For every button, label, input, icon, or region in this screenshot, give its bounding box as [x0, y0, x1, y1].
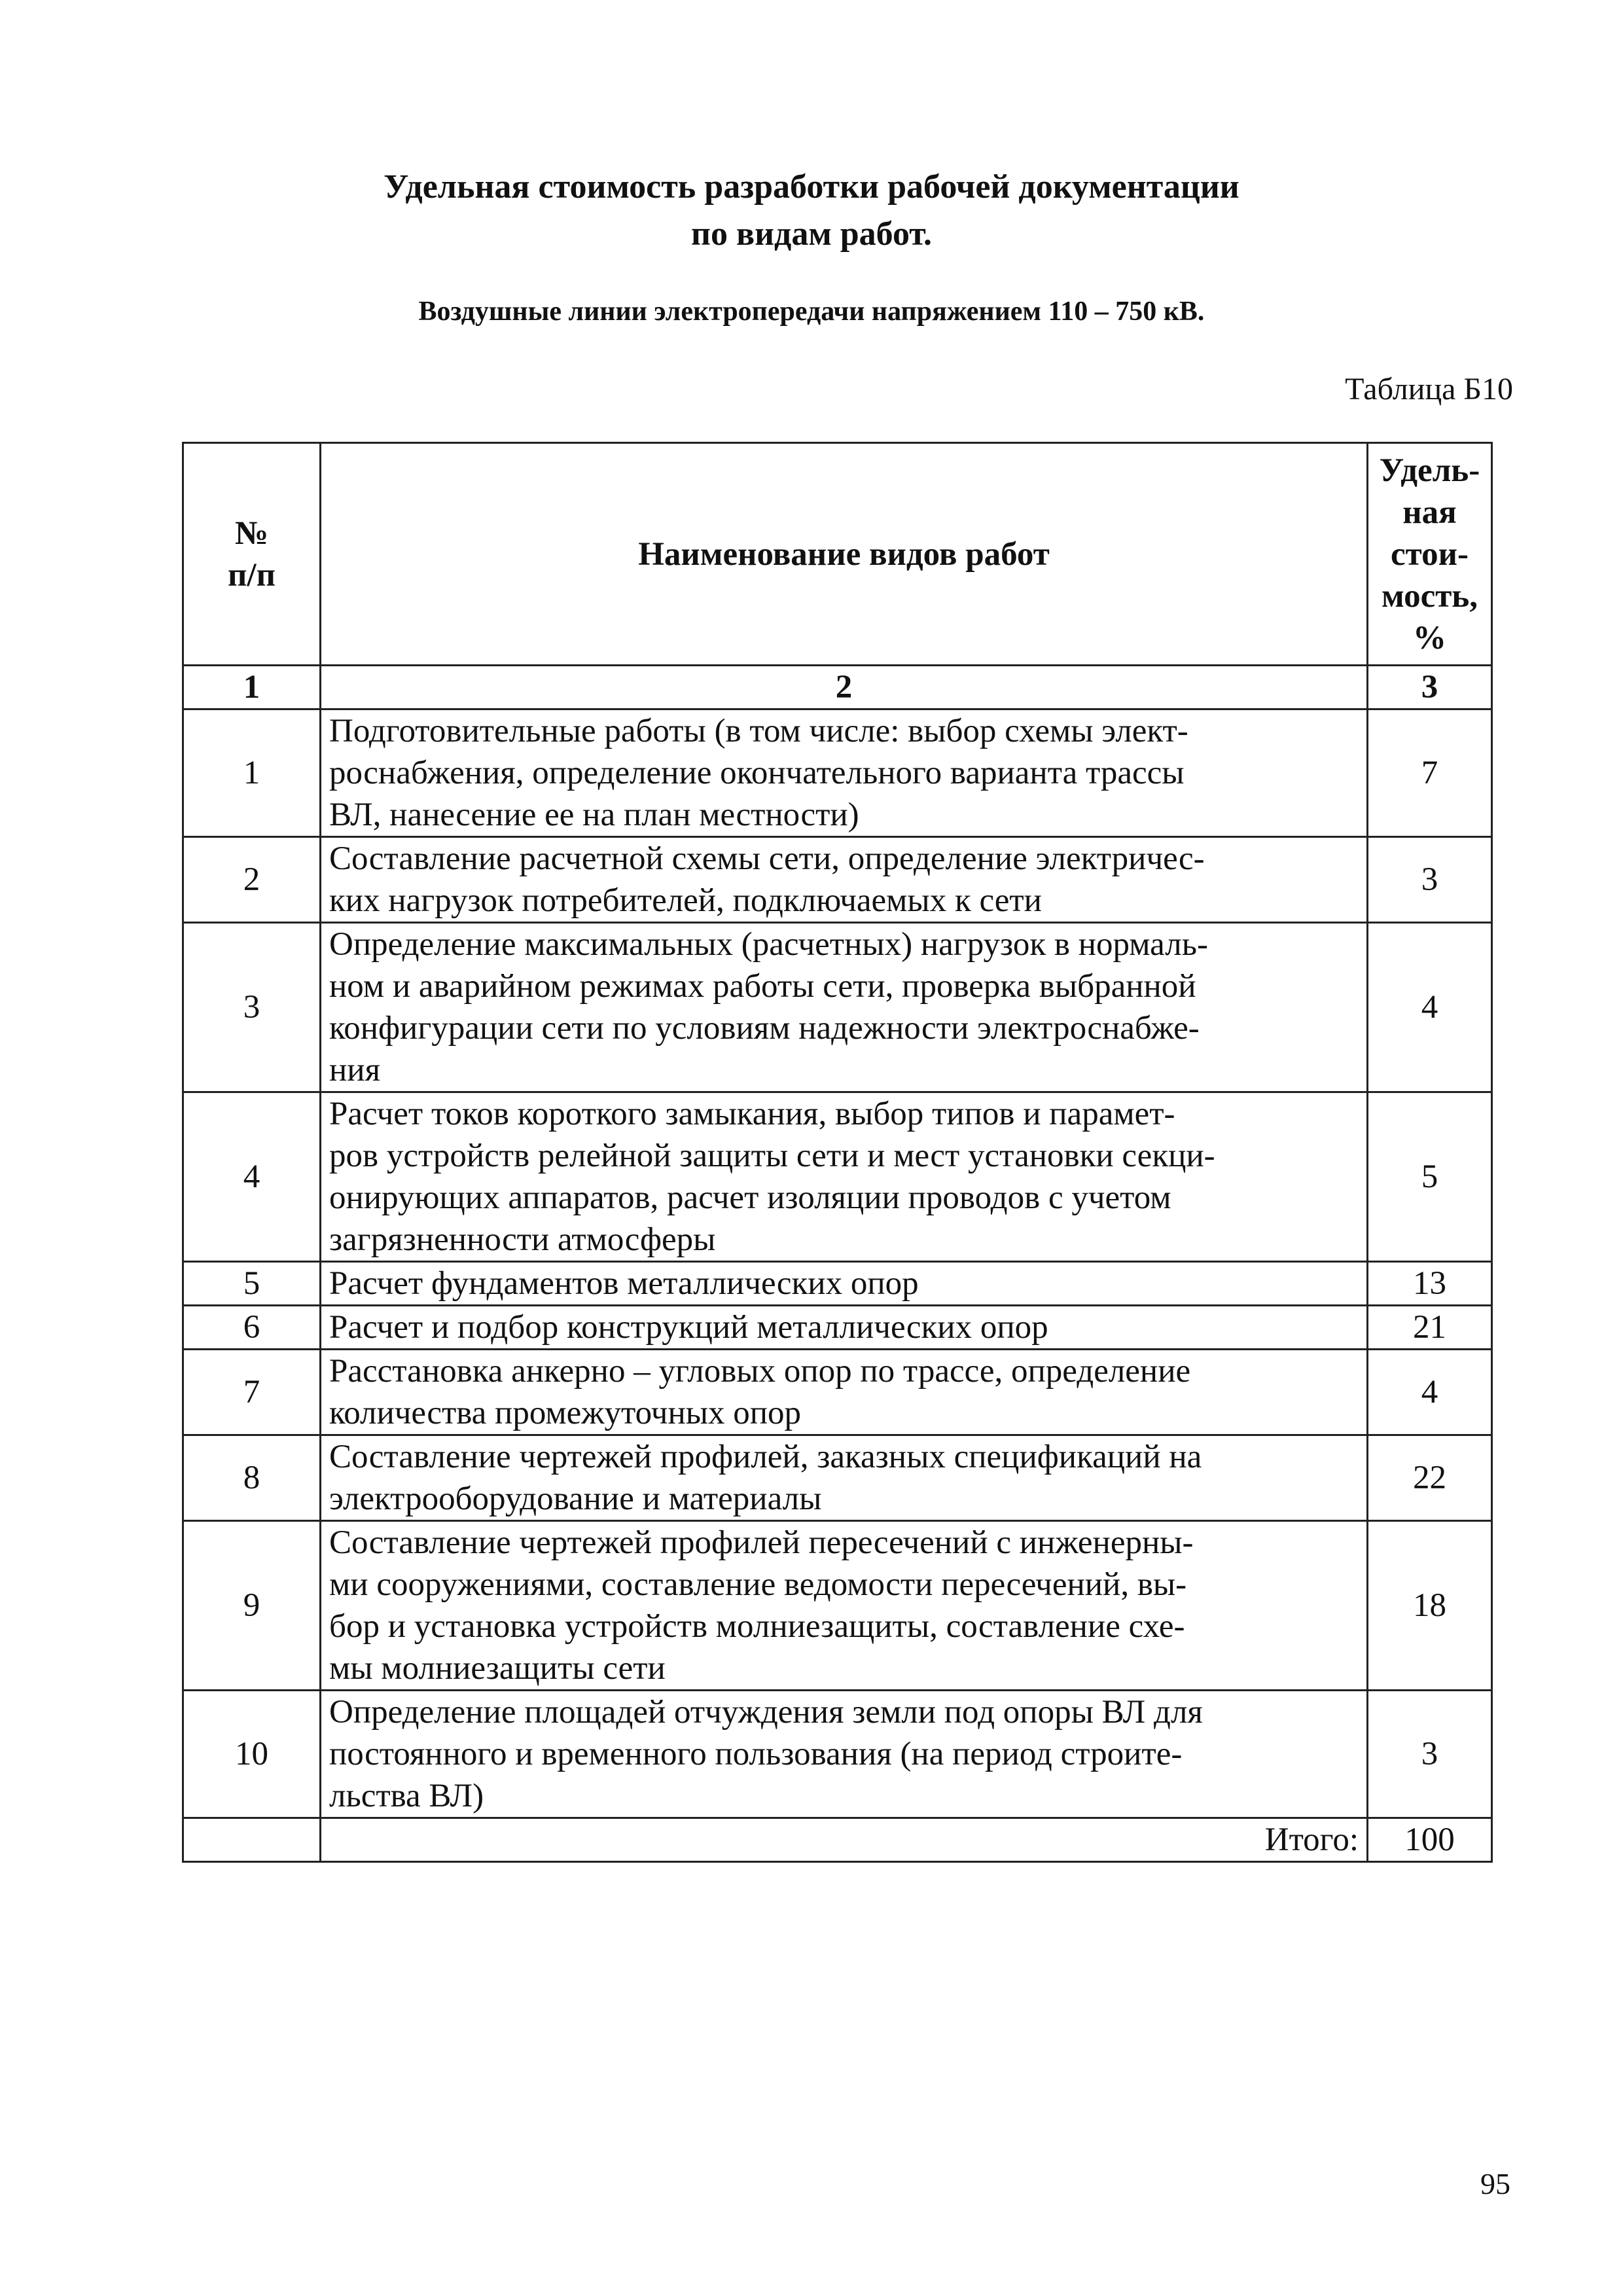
- row-work-name: [321, 1262, 1368, 1306]
- table-row: [183, 923, 1492, 1092]
- work-name-line: загрязненности атмосферы: [329, 1221, 716, 1258]
- header-number-abbr: п/п: [228, 556, 276, 594]
- work-name-line: мы молниезащиты сети: [329, 1650, 666, 1687]
- row-work-name: [321, 1350, 1368, 1435]
- work-name-line: постоянного и временного пользования (на период строите-: [329, 1736, 1183, 1772]
- total-value: 100: [1368, 1818, 1492, 1862]
- works-cost-table: [182, 442, 1493, 1863]
- work-name-line: Определение площадей отчуждения земли под опоры ВЛ для: [329, 1694, 1203, 1731]
- row-number: 1: [183, 709, 321, 837]
- work-name-line: Подготовительные работы (в том числе: выбор схемы элект-: [329, 713, 1188, 749]
- row-number: 9: [183, 1521, 321, 1691]
- header-value-line: ная: [1402, 493, 1457, 531]
- work-name-line: конфигурации сети по условиям надежности электроснабже-: [329, 1010, 1200, 1047]
- row-number: 3: [183, 923, 321, 1092]
- header-value-line: Удель-: [1379, 452, 1480, 489]
- row-cost-percent: 5: [1368, 1092, 1492, 1262]
- work-name-line: роснабжения, определение окончательного варианта трассы: [329, 755, 1185, 791]
- total-empty-cell: [183, 1818, 321, 1862]
- row-work-name: [321, 1306, 1368, 1350]
- header-value-line: стои-: [1391, 535, 1469, 573]
- row-cost-percent: 7: [1368, 709, 1492, 837]
- document-title: [0, 164, 1623, 258]
- work-name-line: Определение максимальных (расчетных) нагрузок в нормаль-: [329, 926, 1208, 963]
- row-cost-percent: 4: [1368, 1350, 1492, 1435]
- column-number-1: 1: [183, 666, 321, 709]
- row-cost-percent: 22: [1368, 1435, 1492, 1521]
- work-name-line: Расчет токов короткого замыкания, выбор типов и парамет-: [329, 1096, 1175, 1132]
- table-row: [183, 1262, 1492, 1306]
- column-number-3: 3: [1368, 666, 1492, 709]
- row-work-name: [321, 1521, 1368, 1691]
- header-number-symbol: №: [234, 514, 269, 552]
- row-work-name: [321, 709, 1368, 837]
- work-name-line: количества промежуточных опор: [329, 1395, 802, 1431]
- row-cost-percent: 3: [1368, 837, 1492, 923]
- row-work-name: [321, 923, 1368, 1092]
- table-row: [183, 837, 1492, 923]
- table-row: [183, 709, 1492, 837]
- total-label: Итого:: [321, 1818, 1368, 1862]
- row-number: 10: [183, 1691, 321, 1818]
- work-name-line: Составление чертежей профилей пересечений с инженерны-: [329, 1524, 1194, 1561]
- row-number: 7: [183, 1350, 321, 1435]
- header-value-line: %: [1413, 619, 1446, 656]
- table-label: Таблица Б10: [1345, 372, 1513, 406]
- row-number: 5: [183, 1262, 321, 1306]
- row-cost-percent: 13: [1368, 1262, 1492, 1306]
- table-row: [183, 1306, 1492, 1350]
- work-name-line: электрооборудование и материалы: [329, 1480, 822, 1517]
- table-header-row: [183, 443, 1492, 666]
- table-row: [183, 1521, 1492, 1691]
- work-name-line: ВЛ, нанесение ее на план местности): [329, 797, 859, 833]
- row-number: 4: [183, 1092, 321, 1262]
- table-row: [183, 1350, 1492, 1435]
- row-cost-percent: 4: [1368, 923, 1492, 1092]
- page-number: 95: [1480, 2167, 1510, 2200]
- column-numbers-row: [183, 666, 1492, 709]
- work-name-line: Расчет и подбор конструкций металлических опор: [329, 1309, 1048, 1346]
- row-work-name: [321, 837, 1368, 923]
- title-line-1: Удельная стоимость разработки рабочей документации: [383, 168, 1240, 206]
- header-name-cell: Наименование видов работ: [321, 443, 1368, 666]
- row-number: 6: [183, 1306, 321, 1350]
- column-number-2: 2: [321, 666, 1368, 709]
- row-cost-percent: 18: [1368, 1521, 1492, 1691]
- table-row: [183, 1691, 1492, 1818]
- header-value-cell: [1368, 443, 1492, 666]
- work-name-line: ми сооружениями, составление ведомости пересечений, вы-: [329, 1566, 1187, 1603]
- work-name-line: онирующих аппаратов, расчет изоляции проводов с учетом: [329, 1179, 1171, 1216]
- work-name-line: бор и установка устройств молниезащиты, составление схе-: [329, 1608, 1185, 1645]
- row-work-name: [321, 1092, 1368, 1262]
- row-number: 2: [183, 837, 321, 923]
- table-row: [183, 1092, 1492, 1262]
- work-name-line: льства ВЛ): [329, 1778, 484, 1814]
- row-number: 8: [183, 1435, 321, 1521]
- work-name-line: ния: [329, 1052, 381, 1088]
- work-name-line: ном и аварийном режимах работы сети, проверка выбранной: [329, 968, 1196, 1005]
- work-name-line: Расчет фундаментов металлических опор: [329, 1265, 919, 1302]
- work-name-line: ких нагрузок потребителей, подключаемых к сети: [329, 882, 1042, 919]
- header-value-line: мость,: [1382, 577, 1478, 615]
- work-name-line: Расстановка анкерно – угловых опор по трассе, определение: [329, 1353, 1191, 1390]
- total-row: [183, 1818, 1492, 1862]
- document-subtitle: Воздушные линии электропередачи напряжением 110 – 750 кВ.: [418, 296, 1205, 327]
- work-name-line: Составление чертежей профилей, заказных спецификаций на: [329, 1439, 1202, 1475]
- row-cost-percent: 21: [1368, 1306, 1492, 1350]
- row-work-name: [321, 1691, 1368, 1818]
- title-line-2: по видам работ.: [691, 215, 932, 253]
- row-cost-percent: 3: [1368, 1691, 1492, 1818]
- table-row: [183, 1435, 1492, 1521]
- work-name-line: ров устройств релейной защиты сети и мест установки секци-: [329, 1138, 1215, 1174]
- work-name-line: Составление расчетной схемы сети, определение электричес-: [329, 840, 1205, 877]
- header-number-cell: [183, 443, 321, 666]
- row-work-name: [321, 1435, 1368, 1521]
